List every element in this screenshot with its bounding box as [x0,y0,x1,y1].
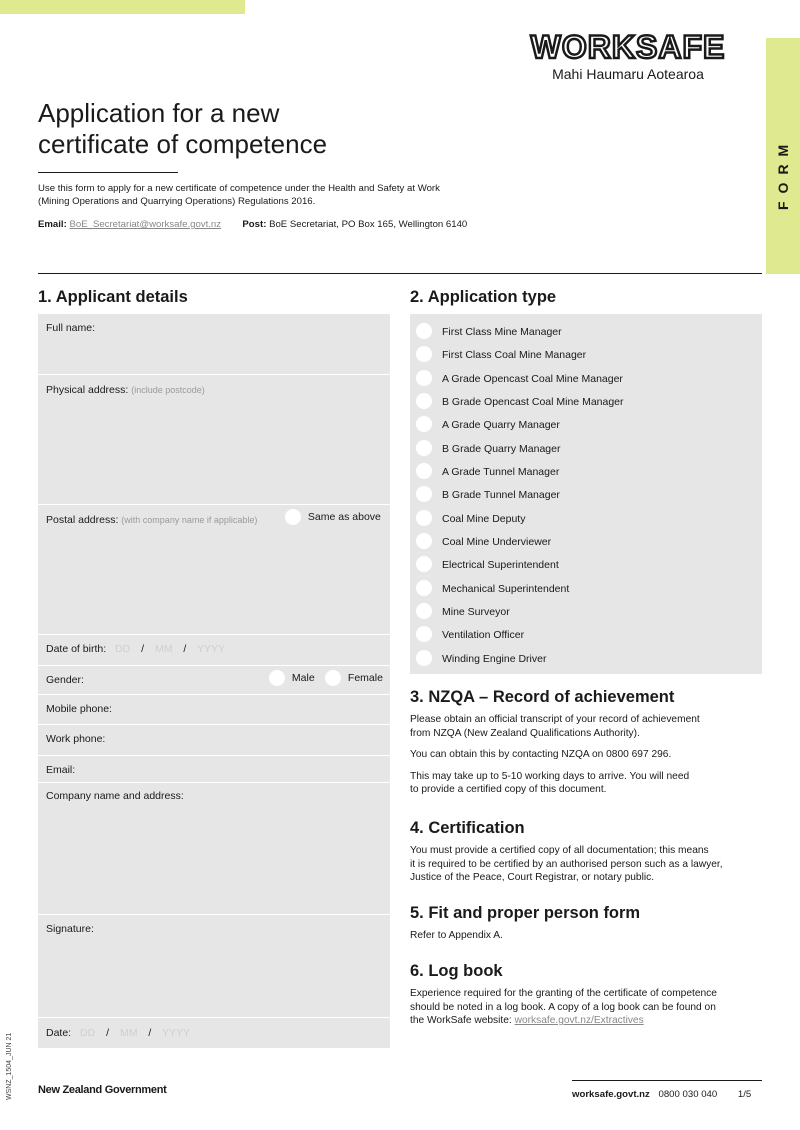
gender-field [38,666,390,695]
s6-p1c: the WorkSafe website: [410,1015,512,1026]
gender-label: Gender: [46,674,84,686]
footer-info [572,1089,751,1100]
section-3-heading: 3. NZQA – Record of achievement [410,688,675,706]
full-name-label: Full name: [46,322,96,334]
option-coal-mine-deputy[interactable] [416,510,525,528]
application-type-list [410,314,762,674]
company-label: Company name and address: [46,790,184,802]
dob-month[interactable]: MM [154,643,173,655]
physical-address-label: Physical address: [46,384,129,396]
radio-icon[interactable] [416,346,432,362]
intro-text [38,182,518,208]
option-first-class-coal-mine-manager[interactable] [416,346,586,364]
option-label: Electrical Superintendent [442,559,559,571]
s5-p1: Refer to Appendix A. [410,930,503,941]
postal-address-label: Postal address: [46,514,119,526]
option-label: B Grade Opencast Coal Mine Manager [442,396,624,408]
radio-icon[interactable] [416,603,432,619]
date-year[interactable]: YYYY [162,1027,191,1039]
male-radio[interactable] [269,670,285,686]
option-label: First Class Coal Mine Manager [442,349,587,361]
section-5-heading: 5. Fit and proper person form [410,904,641,922]
radio-icon[interactable] [416,486,432,502]
option-first-class-mine-manager[interactable] [416,323,562,341]
extractives-link[interactable]: worksafe.govt.nz/Extractives [514,1015,644,1026]
same-as-above-label: Same as above [307,510,381,523]
option-winding-engine-driver[interactable] [416,650,546,668]
dob-year[interactable]: YYYY [197,643,226,655]
page-number: 1/5 [737,1089,752,1100]
footer-phone: 0800 030 040 [658,1089,718,1100]
option-b-grade-tunnel[interactable] [416,486,560,504]
dob-day[interactable]: DD [115,643,131,655]
option-label: Mine Surveyor [442,606,510,618]
option-mine-surveyor[interactable] [416,603,510,621]
contact-line [38,219,467,230]
post-address: BoE Secretariat, PO Box 165, Wellington 6140 [269,219,468,230]
section-1-heading: 1. Applicant details [38,288,188,306]
radio-icon[interactable] [416,580,432,596]
option-label: A Grade Quarry Manager [442,419,560,431]
physical-address-field[interactable] [38,375,390,505]
same-as-above-option[interactable] [285,509,381,525]
option-label: Ventilation Officer [442,629,525,641]
option-label: A Grade Tunnel Manager [442,466,560,478]
option-label: B Grade Quarry Manager [442,443,561,455]
option-label: B Grade Tunnel Manager [442,489,560,501]
s3-p2: You can obtain this by contacting NZQA on 0800 697 296. [410,749,672,760]
radio-icon[interactable] [416,556,432,572]
radio-icon[interactable] [416,393,432,409]
footer-site[interactable]: worksafe.govt.nz [572,1089,650,1100]
work-phone-field[interactable] [38,725,390,756]
s3-p3a: This may take up to 5-10 working days to arrive. You will need [410,770,690,782]
section-6-heading: 6. Log book [410,962,503,980]
s4-p1a: You must provide a certified copy of all documentation; this means [410,845,709,856]
date-day[interactable]: DD [80,1027,96,1039]
radio-icon[interactable] [416,416,432,432]
form-code: WSNZ_1504_JUN 21 [6,1032,13,1100]
male-label: Male [291,671,315,684]
option-b-grade-quarry[interactable] [416,440,560,458]
female-label: Female [347,671,383,684]
dob-label: Date of birth: [46,643,107,655]
radio-icon[interactable] [416,370,432,386]
option-a-grade-quarry[interactable] [416,416,560,434]
signature-field[interactable] [38,915,390,1018]
date-month[interactable]: MM [119,1027,138,1039]
radio-icon[interactable] [416,463,432,479]
footer-divider [572,1080,762,1081]
option-label: Winding Engine Driver [442,653,547,665]
full-name-field[interactable] [38,314,390,375]
date-field[interactable] [38,1018,390,1048]
title-divider [38,172,178,173]
postal-address-field[interactable] [38,505,390,635]
radio-icon[interactable] [416,323,432,339]
option-label: Coal Mine Underviewer [442,536,552,548]
form-tab-label: FORM [775,136,791,210]
option-ventilation-officer[interactable] [416,626,524,644]
email-label: Email: [38,219,67,230]
work-phone-label: Work phone: [46,733,106,745]
mobile-phone-field[interactable] [38,695,390,725]
email-field-label: Email: [46,764,76,776]
logo-wordmark: WORKSAFE [530,29,726,65]
option-b-grade-opencast[interactable] [416,393,624,411]
physical-address-hint: (include postcode) [131,385,205,395]
s3-p3b: to provide a certified copy of this document. [410,784,607,795]
title-line-2: certificate of competence [38,129,328,159]
option-label: First Class Mine Manager [442,326,562,338]
signature-label: Signature: [46,923,94,935]
logo-tagline: Mahi Haumaru Aotearoa [552,66,704,82]
section-6-text [410,987,762,1036]
gender-female-option[interactable] [325,670,383,686]
email-field[interactable] [38,756,390,783]
option-mechanical-superintendent[interactable] [416,580,569,598]
option-a-grade-tunnel[interactable] [416,463,559,481]
date-slash-2: / [148,1027,152,1039]
intro-line-2: (Mining Operations and Quarrying Operations) Regulations 2016. [38,196,316,207]
s3-p1b: from NZQA (New Zealand Qualifications Authority). [410,727,640,739]
worksafe-logo [522,30,734,82]
form-side-tab [766,38,800,274]
option-label: A Grade Opencast Coal Mine Manager [442,373,623,385]
s6-p1b: should be noted in a log book. A copy of a log book can be found on [410,1001,716,1013]
option-a-grade-opencast[interactable] [416,370,623,388]
company-field[interactable] [38,783,390,915]
date-label: Date: [46,1027,72,1039]
s4-p1c: Justice of the Peace, Court Registrar, or notary public. [410,872,655,883]
female-radio[interactable] [325,670,341,686]
dob-slash-2: / [183,643,187,655]
radio-icon[interactable] [416,440,432,456]
radio-icon[interactable] [416,626,432,642]
section-4-heading: 4. Certification [410,819,525,837]
option-label: Coal Mine Deputy [442,513,526,525]
date-of-birth-field[interactable] [38,635,390,666]
main-divider [38,273,762,274]
option-label: Mechanical Superintendent [442,583,570,595]
email-link[interactable]: BoE_Secretariat@worksafe.govt.nz [69,219,222,230]
s4-p1b: it is required to be certified by an authorised person such as a lawyer, [410,858,723,870]
section-3-text [410,713,762,805]
section-4-text [410,844,762,893]
top-accent-bar [0,0,245,14]
radio-icon[interactable] [416,650,432,666]
same-as-above-radio[interactable] [285,509,301,525]
radio-icon[interactable] [416,533,432,549]
option-electrical-superintendent[interactable] [416,556,559,574]
dob-slash-1: / [141,643,145,655]
intro-line-1: Use this form to apply for a new certificate of competence under the Health and Safety at Work [38,183,440,194]
mobile-phone-label: Mobile phone: [46,703,112,715]
nz-government-logo: New Zealand Government [38,1084,167,1096]
section-2-heading: 2. Application type [410,288,557,306]
radio-icon[interactable] [416,510,432,526]
title-line-1: Application for a new [38,98,280,128]
post-label: Post: [242,219,267,230]
section-5-text [410,929,762,951]
s6-p1a: Experience required for the granting of the certificate of competence [410,988,717,999]
option-coal-mine-underviewer[interactable] [416,533,551,551]
postal-address-hint: (with company name if applicable) [121,515,258,525]
date-slash-1: / [106,1027,110,1039]
page-title [38,98,458,160]
gender-male-option[interactable] [269,670,315,686]
s3-p1a: Please obtain an official transcript of your record of achievement [410,714,700,725]
